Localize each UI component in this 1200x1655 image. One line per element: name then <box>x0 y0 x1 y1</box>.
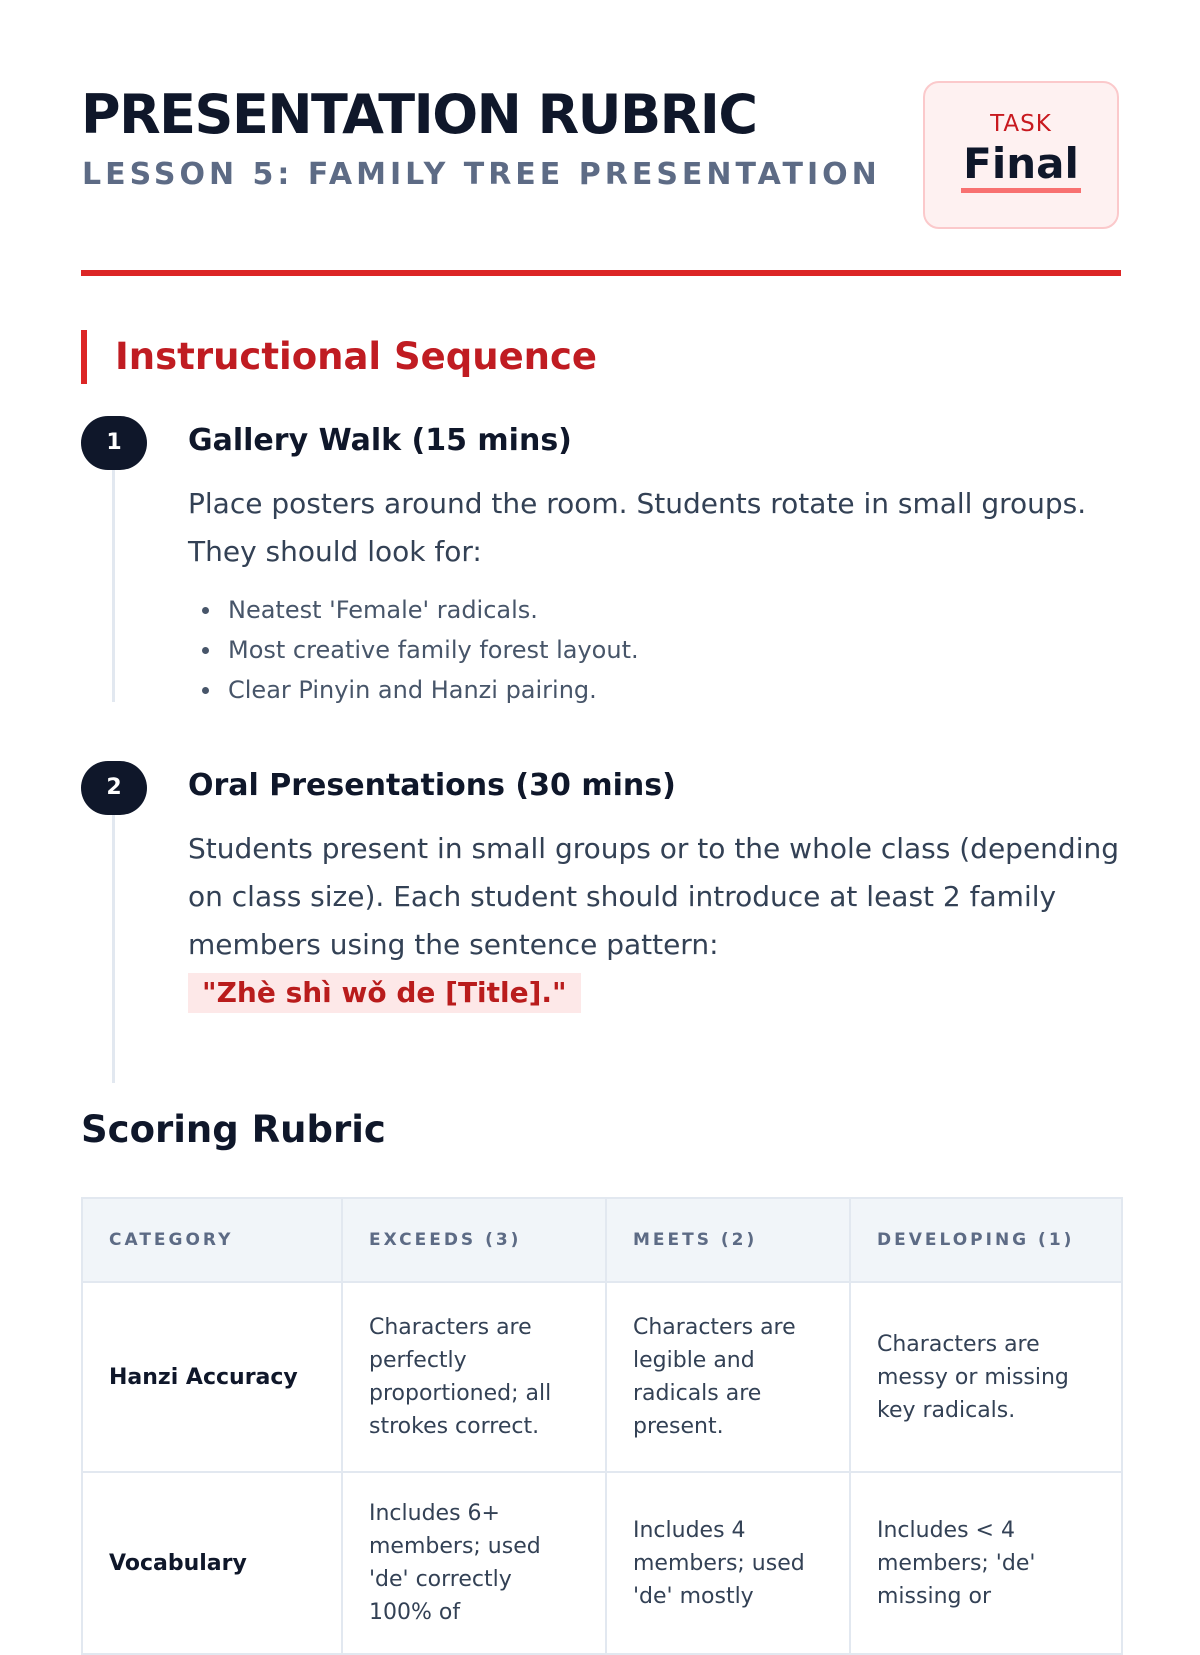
category-cell: Vocabulary <box>82 1472 342 1654</box>
table-header-row <box>82 1198 1122 1282</box>
exceeds-cell: Includes 6+ members; used 'de' correctly 100% of <box>342 1472 606 1654</box>
meets-cell: Includes 4 members; used 'de' mostly <box>606 1472 850 1654</box>
developing-cell: Characters are messy or missing key radicals. <box>850 1282 1122 1472</box>
task-badge <box>923 81 1119 229</box>
column-header-category: CATEGORY <box>82 1198 342 1282</box>
page-title: PRESENTATION RUBRIC <box>81 83 757 146</box>
rubric-table <box>81 1197 1123 1655</box>
step-number-badge: 1 <box>81 416 147 470</box>
step-body <box>188 761 1123 1013</box>
list-item: Most creative family forest layout. <box>188 630 1123 670</box>
meets-cell: Characters are legible and radicals are present. <box>606 1282 850 1472</box>
column-header-meets: MEETS (2) <box>606 1198 850 1282</box>
header <box>81 0 1119 276</box>
sentence-pattern: "Zhè shì wǒ de [Title]." <box>188 973 581 1013</box>
step-description: Students present in small groups or to the whole class (depending on class size). Each student should introduce at least 2 family members using the sentence pattern: <box>188 832 1119 961</box>
list-item: Neatest 'Female' radicals. <box>188 590 1123 630</box>
table-row <box>82 1472 1122 1654</box>
table-row <box>82 1282 1122 1472</box>
step-connector-line <box>112 470 115 702</box>
step-title: Gallery Walk (15 mins) <box>188 423 572 458</box>
task-value: Final <box>961 141 1081 193</box>
header-divider <box>81 270 1121 276</box>
developing-cell: Includes < 4 members; 'de' missing or <box>850 1472 1122 1654</box>
step-body <box>188 416 1123 710</box>
section-heading-scoring-rubric: Scoring Rubric <box>81 1108 386 1151</box>
column-header-exceeds: EXCEEDS (3) <box>342 1198 606 1282</box>
list-item: Clear Pinyin and Hanzi pairing. <box>188 670 1123 710</box>
column-header-developing: DEVELOPING (1) <box>850 1198 1122 1282</box>
criteria-list <box>188 590 1123 710</box>
page-subtitle: LESSON 5: FAMILY TREE PRESENTATION <box>82 157 881 192</box>
category-cell: Hanzi Accuracy <box>82 1282 342 1472</box>
section-heading-instructional-sequence: Instructional Sequence <box>81 330 597 384</box>
step-number-badge: 2 <box>81 761 147 815</box>
step-title: Oral Presentations (30 mins) <box>188 768 676 803</box>
step-connector-line <box>112 815 115 1083</box>
task-label: TASK <box>990 111 1052 137</box>
step-description: Place posters around the room. Students rotate in small groups. They should look for: <box>188 487 1087 568</box>
exceeds-cell: Characters are perfectly proportioned; all strokes correct. <box>342 1282 606 1472</box>
